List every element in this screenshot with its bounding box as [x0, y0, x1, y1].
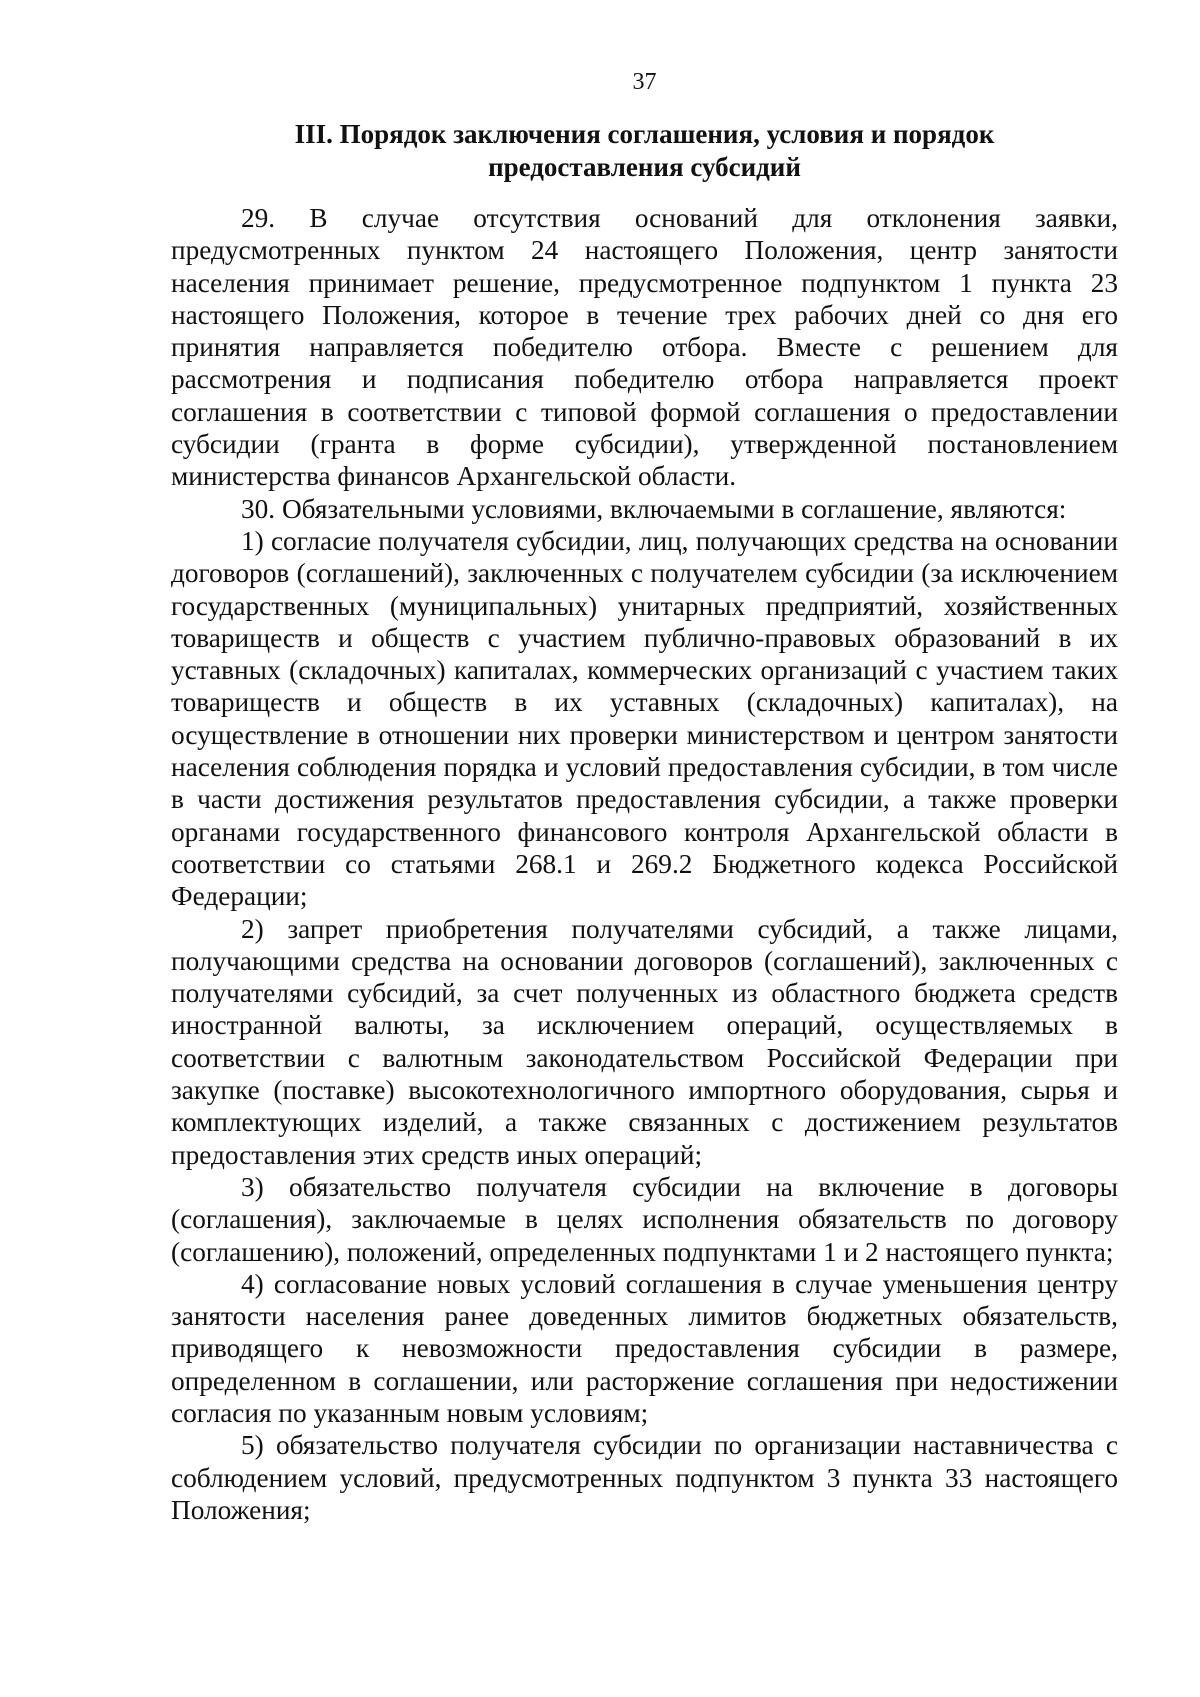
list-item-5: 5) обязательство получателя субсидии по организации наставничества с соблюдением условий, предусмотренных подпунктом 3 пункта 33 настоящего Положения;	[171, 1430, 1118, 1525]
document-body	[171, 202, 1118, 1526]
section-title-line-2: предоставления субсидий	[488, 152, 801, 182]
paragraph-29: 29. В случае отсутствия оснований для отклонения заявки, предусмотренных пунктом 24 настоящего Положения, центр занятости населения принимает решение, предусмотренное подпунктом 1 пункта 23 настоящего Положения, которое в течение трех рабочих дней со дня его принятия направляется победителю отбора. Вместе с решением для рассмотрения и подписания победителю отбора направляется проект соглашения в соответствии с типовой формой соглашения о предоставлении субсидии (гранта в форме субсидии), утвержденной постановлением министерства финансов Архангельской области.	[171, 203, 1118, 492]
page-number: 37	[632, 69, 657, 95]
list-item-3: 3) обязательство получателя субсидии на включение в договоры (соглашения), заключаемые в целях исполнения обязательств по договору (соглашению), положений, определенных подпунктами 1 и 2 настоящего пункта;	[171, 1171, 1118, 1267]
list-item-4: 4) согласование новых условий соглашения в случае уменьшения центру занятости населения ранее доведенных лимитов бюджетных обязательств, приводящего к невозможности предоставления субсидии в размере, определенном в соглашении, или расторжение соглашения при недостижении согласия по указанным новым условиям;	[171, 1268, 1118, 1428]
paragraph-30: 30. Обязательными условиями, включаемыми в соглашение, являются:	[241, 493, 1067, 524]
list-item-1: 1) согласие получателя субсидии, лиц, получающих средства на основании договоров (соглашений), заключенных с получателем субсидии (за исключением государственных (муниципальных) унитарных предприятий, хозяйственных товариществ и обществ с участием публично-правовых образований в их уставных (складочных) капиталах, коммерческих организаций с участием таких товариществ и обществ в их уставных (складочных) капиталах), на осуществление в отношении них проверки министерством и центром занятости населения соблюдения порядка и условий предоставления субсидии, в том числе в части достижения результатов предоставления субсидии, а также проверки органами государственного финансового контроля Архангельской области в соответствии со статьями 268.1 и 269.2 Бюджетного кодекса Российской Федерации;	[171, 525, 1118, 912]
list-item-2: 2) запрет приобретения получателями субсидий, а также лицами, получающими средства на основании договоров (соглашений), заключенных с получателями субсидий, за счет полученных из областного бюджета средств иностранной валюты, за исключением операций, осуществляемых в соответствии с валютным законодательством Российской Федерации при закупке (поставке) высокотехнологичного импортного оборудования, сырья и комплектующих изделий, а также связанных с достижением результатов предоставления этих средств иных операций;	[171, 913, 1118, 1170]
section-title	[171, 118, 1118, 184]
section-title-line-1: III. Порядок заключения соглашения, условия и порядок	[294, 119, 995, 149]
